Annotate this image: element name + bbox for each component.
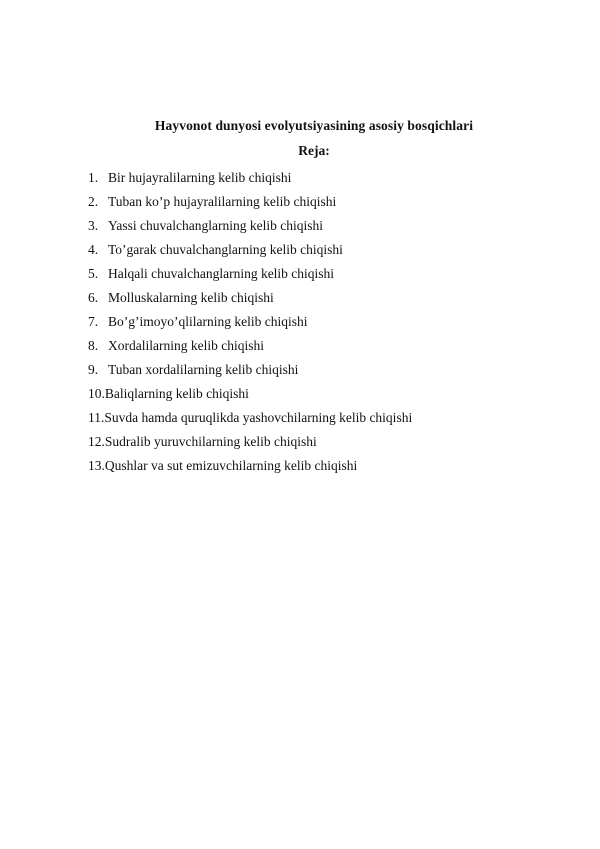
list-item bbox=[88, 406, 412, 430]
item-number: 10. bbox=[88, 386, 105, 401]
item-number: 1. bbox=[88, 170, 99, 185]
list-item bbox=[88, 334, 412, 358]
item-text: Molluskalarning kelib chiqishi bbox=[108, 290, 274, 305]
list-item bbox=[88, 166, 412, 190]
item-text: Qushlar va sut emizuvchilarning kelib chiqishi bbox=[104, 458, 358, 473]
list-item bbox=[88, 190, 412, 214]
item-text: Baliqlarning kelib chiqishi bbox=[104, 386, 249, 401]
item-text: Tuban xordalilarning kelib chiqishi bbox=[108, 362, 299, 377]
item-number: 12. bbox=[88, 434, 105, 449]
item-number: 7. bbox=[88, 314, 99, 329]
list-item bbox=[88, 238, 412, 262]
item-text: Bir hujayralilarning kelib chiqishi bbox=[108, 170, 292, 185]
item-text: Yassi chuvalchanglarning kelib chiqishi bbox=[108, 218, 323, 233]
item-number: 8. bbox=[88, 338, 99, 353]
plan-heading: Reja: bbox=[298, 143, 330, 158]
item-text: Tuban ko’p hujayralilarning kelib chiqishi bbox=[108, 194, 337, 209]
item-number: 11. bbox=[88, 410, 105, 425]
list-item bbox=[88, 382, 412, 406]
item-text: Suvda hamda quruqlikda yashovchilarning kelib chiqishi bbox=[104, 410, 413, 425]
document-title: Hayvonot dunyosi evolyutsiyasining asosiy bosqichlari bbox=[154, 118, 474, 133]
list-item bbox=[88, 262, 412, 286]
item-text: Bo’g’imoyo’qlilarning kelib chiqishi bbox=[108, 314, 308, 329]
list-item bbox=[88, 214, 412, 238]
list-item bbox=[88, 286, 412, 310]
item-number: 2. bbox=[88, 194, 99, 209]
plan-list bbox=[88, 166, 412, 478]
list-item bbox=[88, 454, 412, 478]
item-text: Sudralib yuruvchilarning kelib chiqishi bbox=[104, 434, 317, 449]
item-number: 5. bbox=[88, 266, 99, 281]
item-number: 13. bbox=[88, 458, 105, 473]
list-item bbox=[88, 358, 412, 382]
item-text: Xordalilarning kelib chiqishi bbox=[108, 338, 264, 353]
list-item bbox=[88, 310, 412, 334]
item-text: Halqali chuvalchanglarning kelib chiqishi bbox=[108, 266, 335, 281]
item-number: 3. bbox=[88, 218, 99, 233]
list-item bbox=[88, 430, 412, 454]
item-number: 6. bbox=[88, 290, 99, 305]
item-number: 9. bbox=[88, 362, 99, 377]
item-text: To’garak chuvalchanglarning kelib chiqishi bbox=[108, 242, 343, 257]
item-number: 4. bbox=[88, 242, 99, 257]
